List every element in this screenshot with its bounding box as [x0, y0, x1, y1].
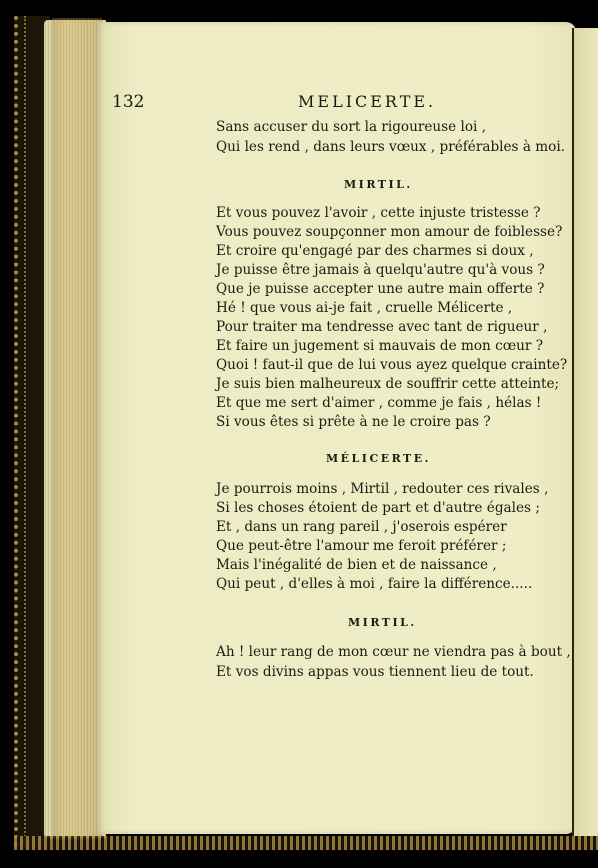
verse-line: Je puisse être jamais à quelqu'autre qu'à vous ?	[216, 262, 545, 278]
verse-line: Si les choses étoient de part et d'autre égales ;	[216, 500, 540, 516]
speaker-name: MÉLICERTE.	[326, 452, 431, 465]
verse-line: Qui les rend , dans leurs vœux , préférables à moi.	[216, 139, 566, 155]
speaker-name: MIRTIL.	[348, 616, 417, 629]
verse-line: Et faire un jugement si mauvais de mon cœur ?	[216, 338, 544, 354]
running-head	[112, 92, 552, 114]
verse-line: Pour traiter ma tendresse avec tant de rigueur ,	[216, 319, 548, 335]
verse-line: Quoi ! faut-il que de lui vous ayez quelque crainte?	[216, 357, 568, 373]
verse-line: Et que me sert d'aimer , comme je fais , hélas !	[216, 395, 542, 411]
page-number: 132	[112, 92, 145, 112]
verse-line: Je suis bien malheureux de souffrir cette atteinte;	[216, 376, 560, 392]
verse-line: Sans accuser du sort la rigoureuse loi ,	[216, 119, 487, 135]
speaker-name: MIRTIL.	[344, 178, 413, 191]
verse-line: Et , dans un rang pareil , j'oserois espérer	[216, 519, 507, 535]
verse-line: Que je puisse accepter une autre main offerte ?	[216, 281, 545, 297]
verse-line: Hé ! que vous ai-je fait , cruelle Mélicerte ,	[216, 300, 513, 316]
running-title: MELICERTE.	[298, 92, 437, 111]
verse-line: Vous pouvez soupçonner mon amour de foiblesse?	[216, 224, 563, 240]
verse-line: Et vos divins appas vous tiennent lieu de tout.	[216, 664, 534, 680]
verse-line: Qui peut , d'elles à moi , faire la différence.....	[216, 576, 533, 592]
verse-line: Ah ! leur rang de mon cœur ne viendra pas à bout ,	[216, 644, 571, 660]
verse-line: Et vous pouvez l'avoir , cette injuste tristesse ?	[216, 205, 541, 221]
verse-line: Mais l'inégalité de bien et de naissance ,	[216, 557, 497, 573]
verse-line: Si vous êtes si prête à ne le croire pas ?	[216, 414, 491, 430]
verse-line: Je pourrois moins , Mirtil , redouter ces rivales ,	[216, 481, 549, 497]
verse-line: Que peut-être l'amour me feroit préférer ;	[216, 538, 507, 554]
verse-line: Et croire qu'engagé par des charmes si doux ,	[216, 243, 534, 259]
